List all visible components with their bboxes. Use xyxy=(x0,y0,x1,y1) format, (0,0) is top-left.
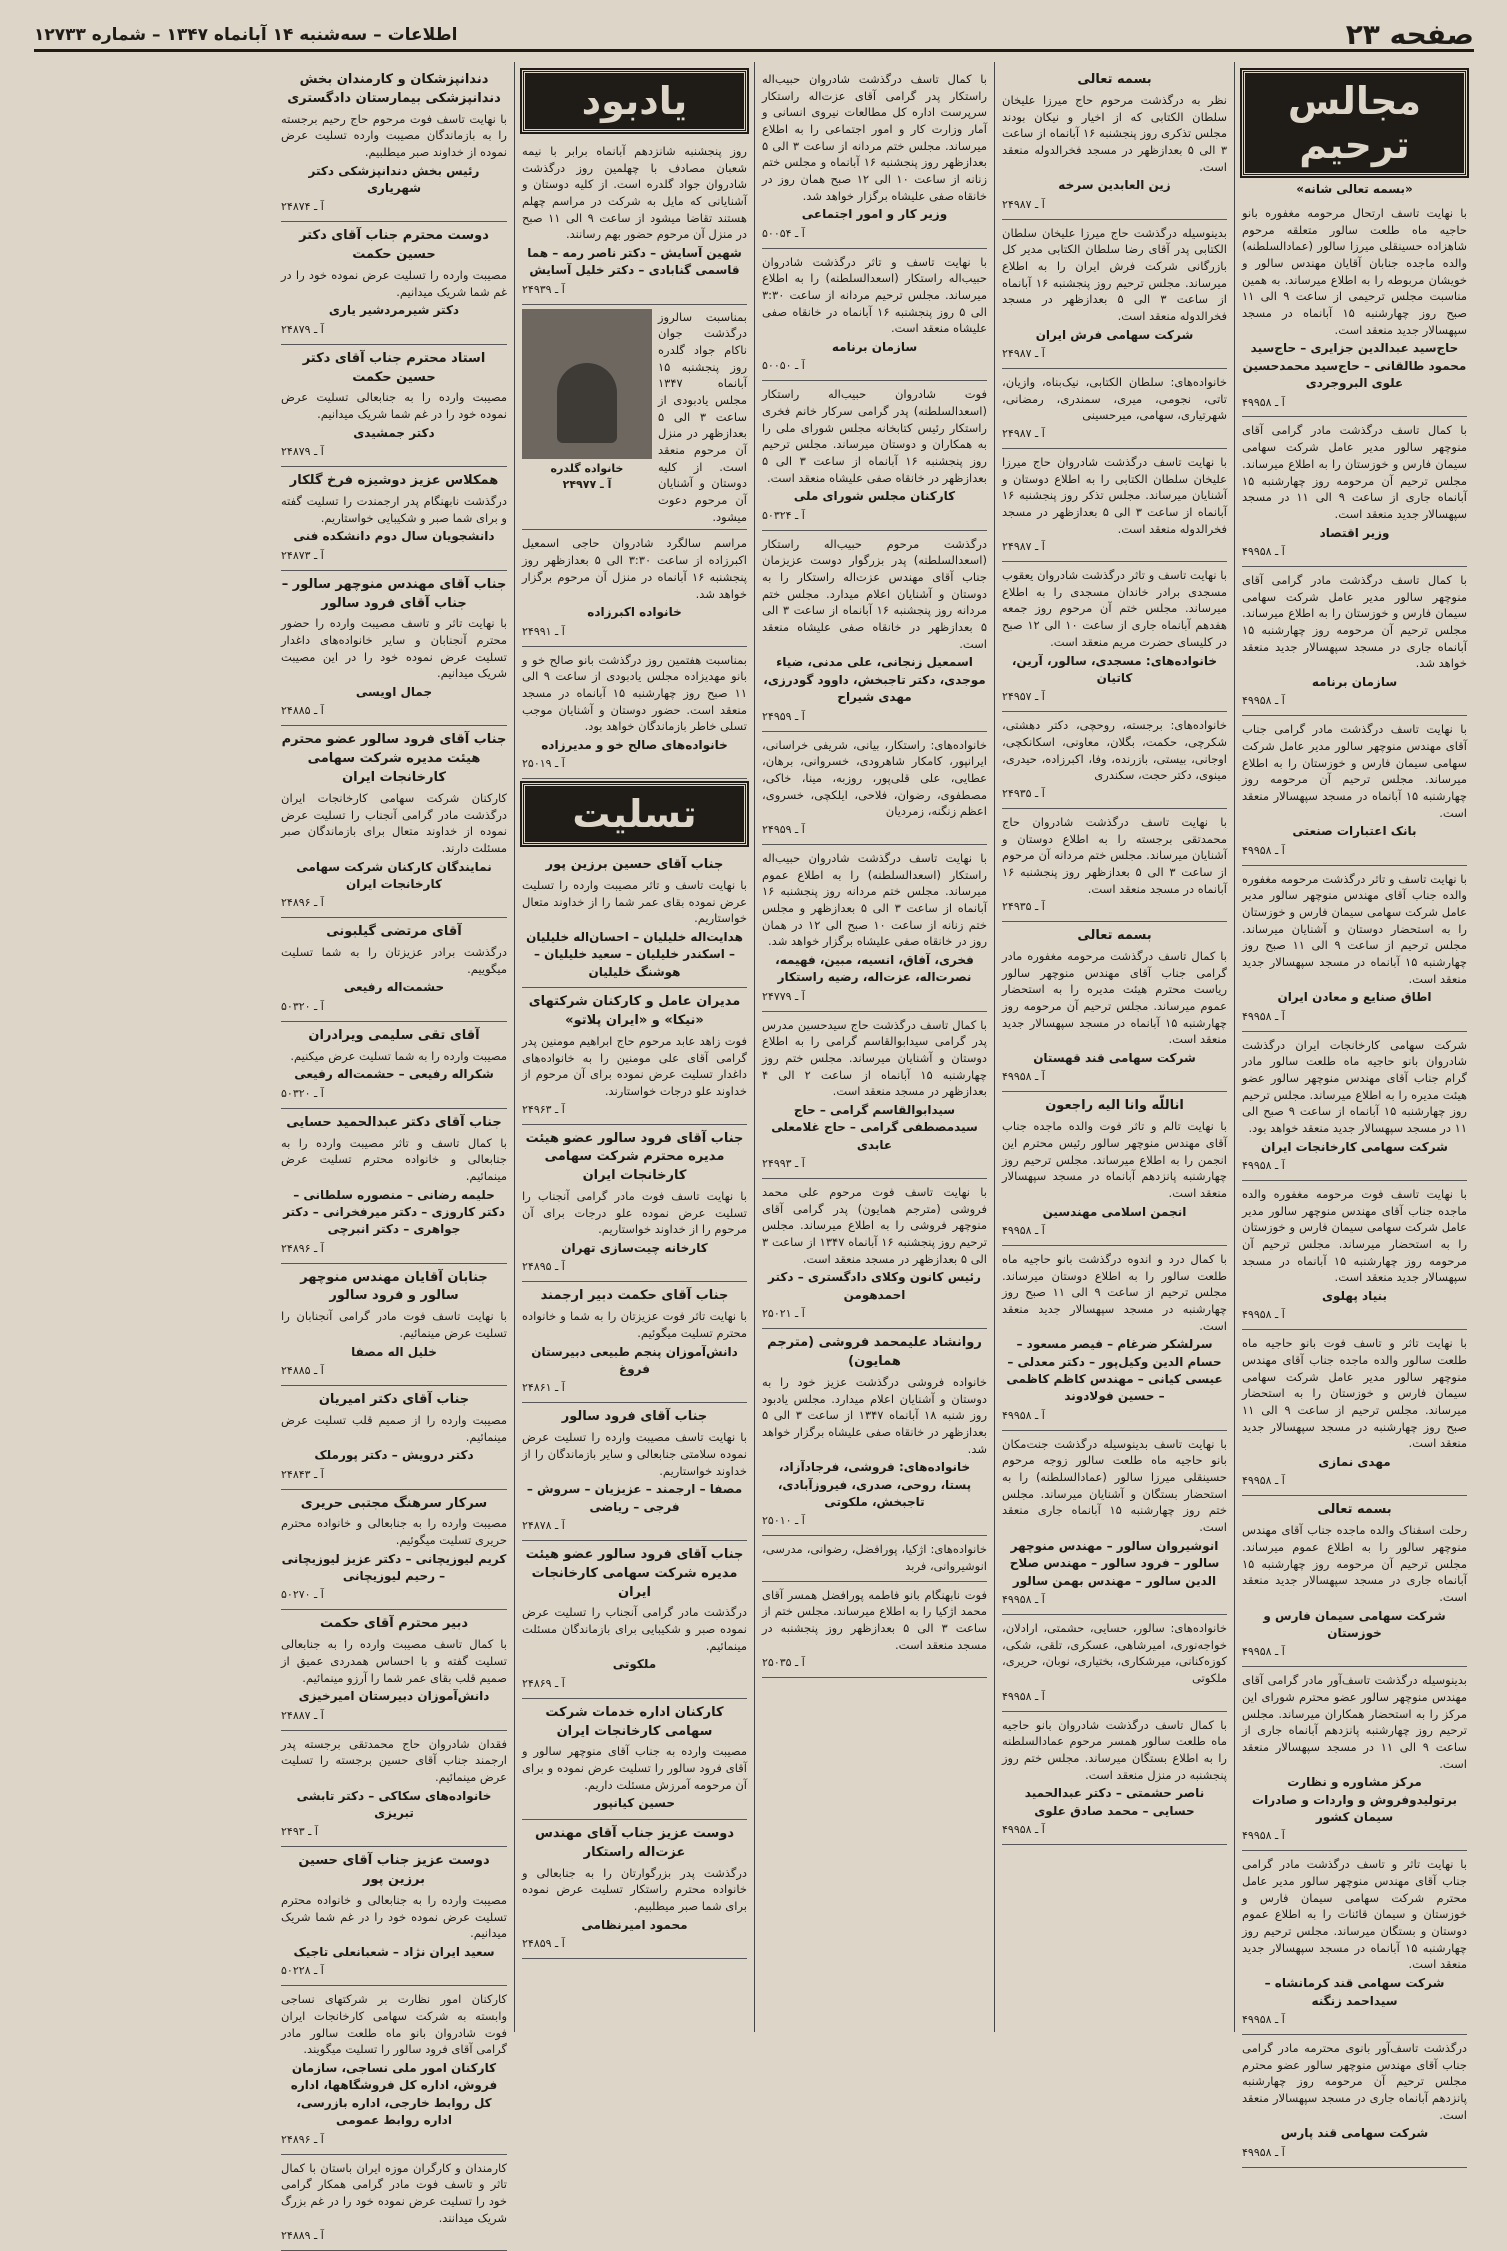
notice-title: آقای تقی سلیمی ویرادران xyxy=(308,1027,480,1043)
notice-body: مصیبت وارده را به جنابعالی تسلیت عرض نموده خود را در غم شما شریک میدانیم. xyxy=(281,390,507,422)
notice-body: فوت شادروان حبیب‌اله راستکار (اسعدالسلطنه) پدر گرامی سرکار خانم فخری راستکار رئیس کتابخانه مجلس شورای ملی را به همکاران و دوستان میرساند. مجلس ترحیم روز پنجشنبه ۱۶ آبانماه از ساعت ۳ الی ۵ بعدازظهر در خانقاه صفی علیشاه منعقد است. xyxy=(762,387,987,485)
notice xyxy=(1242,716,1467,865)
notice-signature: خانواده اکبرزاده xyxy=(587,605,682,620)
notice xyxy=(1002,1712,1227,1845)
ads-list xyxy=(522,530,747,779)
notice-code: آ ـ ۴۹۹۵۸ xyxy=(1242,1645,1285,1659)
notice-body: بمناسبت هفتمین روز درگذشت بانو صالح خو و بانو مهدیزاده مجلس یادبودی از ساعت ۹ الی ۱۱ صبح روز چهارشنبه ۱۵ آبانماه در مسجد منعقد است. حضور دوستان و آشنایان موجب تسلی خاطر بازماندگان خواهد بود. xyxy=(522,652,747,734)
column-3 xyxy=(754,62,994,2032)
ads-list xyxy=(762,66,987,1678)
notice-signature: وزیر کار و امور اجتماعی xyxy=(801,207,948,222)
notice-signature: نمایندگان کارکنان شرکت سهامی کارخانجات ایران xyxy=(296,859,492,891)
photo-caption: خانواده گلدره xyxy=(550,461,624,475)
notice-signature: سرلشکر ضرغام – فیصر مسعود – حسام الدین وکیل‌پور – دکتر معدلی – عیسی کیانی – مهندس کاظم کاظمی – حسین فولادوند xyxy=(1006,1337,1223,1404)
notice-code: آ ـ ۲۴۸۷۴ xyxy=(281,200,324,214)
notice xyxy=(1002,369,1227,449)
notice xyxy=(281,222,507,344)
notice-body: مصیبت وارده را تسلیت عرض نموده خود را در غم شما شریک میدانیم. xyxy=(281,268,507,299)
notice-signature: حاج‌سید عبدالدین جزایری – حاج‌سید محمود طالقانی – حاج‌سید محمدحسین علوی البروجردی xyxy=(1242,341,1467,391)
notice-code: آ ـ ۴۹۹۵۸ xyxy=(1242,395,1285,409)
notice xyxy=(1242,567,1467,716)
notice-signature: شرکت سهامی قند پارس xyxy=(1280,2126,1429,2141)
notice-code: آ ـ ۴۹۹۵۸ xyxy=(1242,1308,1285,1322)
notice-body: رحلت اسفناک والده ماجده جناب آقای مهندس منوچهر سالور را به اطلاع عموم میرساند. مجلس ترحیم آن مرحومه روز چهارشنبه ۱۵ آبانماه جاری در مسجد سپهسالار جدید منعقد است. xyxy=(1242,1523,1467,1604)
notice-body: فقدان شادروان حاج محمدتقی برجسته پدر ارجمند جناب آقای حسین برجسته را تسلیت عرض مینمائیم. xyxy=(281,1736,507,1784)
notice-signature: شکراله رفیعی – حشمت‌اله رفیعی xyxy=(294,1067,494,1082)
notice xyxy=(281,1986,507,2154)
notice-body: با نهایت تاسف فوت مادر گرامی آنجناب را تسلیت عرض نموده علو درجات برای آن مرحوم را از خداوند خواستاریم. xyxy=(522,1189,747,1237)
notice-signature: دانشجویان سال دوم دانشکده فنی xyxy=(293,529,495,544)
notice-title: دوست عزیز جناب آقای مهندس عزت‌اله راستکار xyxy=(534,1825,735,1860)
notice-signature: کارکنان مجلس شورای ملی xyxy=(793,489,956,504)
notice xyxy=(762,249,987,382)
notice-code: آ ـ ۲۴۹۵۹ xyxy=(762,822,805,836)
notice xyxy=(1242,1330,1467,1496)
notice xyxy=(762,1329,987,1536)
notice xyxy=(1002,220,1227,369)
notice-signature: سعید ایران نژاد – شعبانعلی تاجیک xyxy=(293,1945,495,1960)
notice-body: با کمال تاسف درگذشت مادر گرامی آقای منوچهر سالور مدیر عامل شرکت سهامی سیمان فارس و خوزستان را به اطلاع میرساند. مجلس ترحیم آن مرحومه روز چهارشنبه ۱۵ آبانماه جاری از ساعت ۹ الی ۱۱ در مسجد سپهسالار جدید منعقد است. xyxy=(1242,423,1467,521)
notice-body: با نهایت تاسف و تاثر درگذشت شادروان یعقوب مسجدی برادر خاندان مسجدی را به اطلاع میرساند. مجلس ختم آن مرحوم روز جمعه هفدهم آبانماه جاری از ساعت ۱۰ الی ۱۲ صبح در کلیسای حضرت مریم منعقد است. xyxy=(1002,568,1227,649)
notice-body: خانواده‌های: برجسته، روحچی، دکتر دهشتی، شکرچی، حکمت، بگلان، معاونی، اسکانکچی، اوجانی، بیستی، بازرنده، وفا، اکبرزاده، حیدری، مینوی، دکتر حجت، سکندری xyxy=(1002,718,1227,783)
notice xyxy=(281,345,507,467)
notice xyxy=(1242,866,1467,1032)
notice xyxy=(281,1109,507,1264)
notice xyxy=(281,1847,507,1986)
notice-code: آ ـ ۴۹۹۵۸ xyxy=(1002,1592,1045,1606)
notice-body: با نهایت تاسف فوت مرحوم علی محمد فروشی (مترجم همایون) پدر گرامی آقای منوچهر فروشی را به اطلاع میرساند. مجلس ترحیم روز پنجشنبه ۱۶ آبانماه ۱۳۴۷ از ساعت ۳ الی ۵ بعدازظهر در مسجد منعقد است. xyxy=(762,1185,987,1266)
notice-signature: انوشیروان سالور – مهندس منوچهر سالور – فرود سالور – مهندس صلاح الدین سالور – مهندس بهمن سالور xyxy=(1009,1538,1220,1588)
notice-title: جنابان آقایان مهندس منوچهر سالور و فرود سالور xyxy=(300,1269,488,1304)
notice-body: با نهایت تاسف درگذشت شادروان حاج میرزا علیخان سلطان الکتابی را به اطلاع دوستان و آشنایان میرساند. مجلس تذکر روز پنجشنبه ۱۶ آبانماه از ساعت ۳ الی ۵ بعدازظهر در مسجد فخرالدوله منعقد است. xyxy=(1002,454,1227,536)
notice xyxy=(762,1582,987,1679)
notice-signature: جمال اویسی xyxy=(355,685,433,700)
notice xyxy=(522,1541,747,1699)
notice-code: آ ـ ۲۴۸۵۹ xyxy=(522,1936,565,1950)
notice-body: با نهایت تاثر و تاسف فوت بانو حاجیه ماه طلعت سالور والده ماجده جناب آقای مهندس منوچهر سالور مدیر عامل شرکت سهامی سیمان فارس و خوزستان را به استحضار میرساند. مجلس ترحیم از ساعت ۹ الی ۱۱ صبح روز چهارشنبه در مسجد سپهسالار جدید منعقد است. xyxy=(1242,1336,1467,1451)
portrait-photo xyxy=(522,309,652,459)
notice-body: شرکت سهامی کارخانجات ایران درگذشت شادروان بانو حاجیه ماه طلعت سالور مادر گرام جناب آقای مهندس منوچهر سالور عضو هیئت مدیره را به اطلاع میرساند. مجلس ترحیم روز چهارشنبه ۱۵ آبانماه از ساعت ۹ صبح الی ۱۱ در مسجد سپهسالار جدید منعقد خواهد بود. xyxy=(1242,1037,1467,1135)
notice xyxy=(1242,2035,1467,2168)
notice-code: آ ـ ۲۴۸۷۹ xyxy=(281,322,324,336)
notice xyxy=(1002,449,1227,562)
notice-body: با نهایت تاسف فوت مرحوم حاج رحیم برجسته را به بازماندگان مصیبت وارده تسلیت عرض نموده از خداوند صبر میطلبیم. xyxy=(281,111,507,160)
notice-signature: دکتر جمشیدی xyxy=(353,425,435,440)
ads-list xyxy=(522,851,747,1959)
notice-body: با کمال تاسف و تاثر مصیبت وارده را به جنابعالی و خانواده محترم تسلیت عرض مینمائیم. xyxy=(281,1135,507,1183)
notice-body: خانواده‌های: سلطان الکتابی، نیک‌بناه، وازیان، تاتی، نجومی، میری، سمندری، رمضانی، شهرتیاری، سهامی، میرحسینی xyxy=(1002,374,1227,423)
notice-code: آ ـ ۴۹۹۵۸ xyxy=(1242,1159,1285,1173)
notice-body: بدینوسیله درگذشت حاج میرزا علیخان سلطان الکتابی پدر آقای رضا سلطان الکتابی مدیر کل بازرگانی شرکت فرش ایران را به اطلاع میرساند. مجلس ترحیم روز پنجشنبه ۱۶ آبانماه از ساعت ۳ الی ۵ بعدازظهر در مسجد فخرالدوله منعقد است. xyxy=(1002,225,1227,323)
notice-body: کارکنان امور نظارت بر شرکتهای نساجی وابسته به شرکت سهامی کارخانجات ایران فوت شادروان بانو ماه طلعت سالور مادر گرامی آقای فرود سالور را تسلیت میگویند. xyxy=(281,1992,507,2057)
notice-body: با نهایت تاسف درگذشت شادروان حبیب‌اله راستکار (اسعدالسلطنه) را به اطلاع عموم میرساند. مجلس ختم مردانه روز پنجشنبه ۱۶ آبانماه از ساعت ۳ الی ۵ بعدازظهر و مجلس ختم زنانه از ساعت ۱۰ صبح الی ۱۲ در همان روز در خانقاه صفی علیشاه برگزار خواهد شد. xyxy=(762,850,987,949)
notice-signature: بنیاد پهلوی xyxy=(1322,1288,1387,1303)
notice-signature: سیدابوالقاسم گرامی – حاج سیدمصطفی گرامی – حاج غلامعلی عابدی xyxy=(771,1102,978,1152)
notice-code: آ ـ ۲۴۸۷۸ xyxy=(522,1518,565,1532)
notice-code: آ ـ ۲۴۸۷۹ xyxy=(281,445,324,459)
notice-body: مصیبت وارده به جناب آقای منوچهر سالور و آقای فرود سالور را تسلیت عرض نموده و برای آن مرحومه آمرزش مسئلت داریم. xyxy=(522,1744,747,1792)
notice-code: آ ـ ۵۰۳۲۰ xyxy=(281,1086,324,1100)
column-2 xyxy=(994,62,1234,2032)
notice-code: آ ـ ۲۴۹۳۵ xyxy=(1002,900,1045,914)
notice-signature: مرکز مشاوره و نظارت برتولیدوفروش و واردات و صادرات سیمان کشور xyxy=(1252,1775,1457,1825)
notice-signature: دکتر درویش – دکتر پورملک xyxy=(314,1448,474,1463)
column-1 xyxy=(1234,62,1474,2159)
notice-body: درگذشت برادر عزیزتان را به شما تسلیت میگوییم. xyxy=(281,945,507,976)
notice-signature: بانک اعتبارات صنعتی xyxy=(1292,824,1417,839)
notice xyxy=(1002,1092,1227,1246)
columns xyxy=(34,62,1474,2243)
notice-signature: شرکت سهامی فرش ایران xyxy=(1035,327,1194,342)
notice xyxy=(1002,712,1227,809)
notice-signature: کارکنان امور ملی نساجی، سازمان فروش، اداره کل فروشگاهها، اداره کل روابط خارجی، اداره بازرسی، اداره روابط عمومی xyxy=(290,2061,498,2128)
notice-body: درگذشت مرحوم حبیب‌اله راستکار (اسعدالسلطنه) پدر بزرگوار دوست عزیزمان جناب آقای مهندس عزت‌اله راستکار را به دوستان و آشنایان اعلام میدارد. مجلس ختم مردانه روز پنجشنبه ۱۶ آبانماه از ساعت ۳ الی ۵ بعدازظهر در خانقاه صفی علیشاه منعقد است. xyxy=(762,536,987,651)
notice xyxy=(522,138,747,305)
notice-code: آ ـ ۲۴۹۳۵ xyxy=(1002,786,1045,800)
notice-code: آ ـ ۲۴۹۶۳ xyxy=(522,1102,565,1116)
notice-title: دوست محترم جناب آقای دکتر حسین حکمت xyxy=(299,228,489,263)
notice-title: جناب آقای فرود سالور عضو هیئت مدیره محترم شرکت سهامی کارخانجات ایران xyxy=(525,1130,744,1184)
notice-body: با کمال درد و اندوه درگذشت بانو حاجیه ماه طلعت سالور را به اطلاع دوستان میرساند. مجلس ترحیم از ساعت ۹ الی ۱۱ صبح روز چهارشنبه در مسجد سپهسالار جدید منعقد است. xyxy=(1002,1251,1227,1333)
notice-signature: ناصر حشمتی – دکتر عبدالحمید حسایی – محمد صادق علوی xyxy=(1024,1786,1205,1818)
notice-title: جناب آقای حکمت دبیر ارجمند xyxy=(540,1288,729,1304)
notice-signature: انجمن اسلامی مهندسین xyxy=(1042,1204,1187,1219)
notice xyxy=(522,1403,747,1541)
notice-body: با نهایت تاسف فوت مرحومه مغفوره والده ماجده جناب آقای مهندس منوچهر سالور مدیر عامل شرکت سهامی سیمان فارس و خوزستان را به استحضار میرساند. مجلس ترحیم آن مرحومه روز چهارشنبه ۱۵ آبانماه در مسجد سپهسالار جدید منعقد است. xyxy=(1242,1186,1467,1285)
notice-code: آ ـ ۲۴۹۸۷ xyxy=(1002,197,1045,211)
ads-list xyxy=(1002,66,1227,1845)
notice-code: آ ـ ۲۴۹۹۱ xyxy=(522,624,565,638)
page-header xyxy=(34,20,1474,52)
notice-signature: اسمعیل زنجانی، علی مدنی، ضیاء موجدی، دکتر تاجبخش، داوود گودرزی، مهدی شیراح xyxy=(763,655,986,705)
notice-code: آ ـ ۵۰۲۷۰ xyxy=(281,1588,324,1602)
notice-signature: خانواده‌های: مسجدی، سالور، آرین، کاتیان xyxy=(1011,653,1218,685)
notice-signature: رئیس کانون وکلای دادگستری – دکتر احمدهومن xyxy=(768,1270,981,1302)
notice-code: آ ـ ۴۹۹۵۸ xyxy=(1242,1009,1285,1023)
notice-signature: فخری، آفاق، انسیه، مبین، فهیمه، نصرت‌اله، عزت‌اله، رضیه راستکار xyxy=(775,952,974,985)
notice-signature: شهین آسایش – دکتر ناصر رمه – هما قاسمی گنابادی – دکتر خلیل آسایش xyxy=(527,246,742,278)
notice-code: آ ـ ۲۴۸۹۶ xyxy=(281,2132,324,2146)
notice-code: آ ـ ۲۴۹۵۷ xyxy=(1002,690,1045,704)
notice xyxy=(1002,562,1227,712)
notice-signature: وزیر اقتصاد xyxy=(1319,525,1390,540)
notice-code: آ ـ ۲۴۸۶۹ xyxy=(522,1676,565,1690)
notice-signature: حلیمه رضانی – منصوره سلطانی – دکتر کاروزی – دکتر میرفخرانی – دکتر جواهری – دکتر انبرچی xyxy=(283,1187,505,1237)
notice-body: با نهایت تاسف و تاثر درگذشت مرحومه مغفوره والده جناب آقای مهندس منوچهر سالور مدیر عامل شرکت سهامی سیمان فارس و خوزستان را به استحضار دوستان و آشنایان میرساند. مجلس ترحیم از ساعت ۹ الی ۱۱ صبح روز چهارشنبه ۱۵ آبانماه در مسجد سپهسالار جدید منعقد است. xyxy=(1242,871,1467,986)
notice-code: آ ـ ۲۴۹۹۳ xyxy=(762,1157,805,1171)
notice-body: خانواده‌های: اژکیا، پورافضل، رضوانی، مدرسی، انوشیروانی، فربد xyxy=(762,1542,987,1573)
notice-title: جناب آقای دکتر امیریان xyxy=(318,1391,470,1407)
column-4 xyxy=(514,62,754,2032)
notice-code: آ ـ ۲۴۸۶۱ xyxy=(522,1381,565,1395)
notice-body: با نهایت تاسف مصیبت وارده را تسلیت عرض نموده سلامتی جنابعالی و سایر بازماندگان را از خداوند خواستاریم. xyxy=(522,1430,747,1478)
notice-signature: دکتر شیرمردشیر یاری xyxy=(328,303,460,318)
notice-signature: مصفا – ارجمند – عزیزیان – سروش – فرجی – ریاضی xyxy=(526,1482,743,1514)
notice-code: آ ـ ۴۹۹۵۸ xyxy=(1242,544,1285,558)
notice-title: سرکار سرهنگ مجتبی حریری xyxy=(300,1495,488,1511)
notice-signature: خانواده‌های سکاکی – دکتر تابشی تبریزی xyxy=(296,1788,492,1820)
notice-body: با نهایت تاسف درگذشت شادروان حاج محمدتقی برجسته را به اطلاع دوستان و آشنایان میرساند. مجلس ختم مردانه آن مرحوم از ساعت ۳ الی ۵ بعدازظهر روز پنجشنبه ۱۶ آبانماه در مسجد منعقد است. xyxy=(1002,814,1227,896)
notice xyxy=(281,2155,507,2251)
notice-code: آ ـ ۴۹۹۵۸ xyxy=(1002,1822,1045,1836)
notice xyxy=(281,571,507,727)
notice xyxy=(281,467,507,571)
notice xyxy=(1002,1246,1227,1431)
notice-signature: دانش‌آموزان پنجم طبیعی دبیرستان فروغ xyxy=(531,1344,738,1376)
notice-signature: مهدی نمازی xyxy=(1318,1455,1391,1470)
notice xyxy=(1242,1032,1467,1181)
notice xyxy=(522,851,747,988)
notice xyxy=(281,1731,507,1848)
notice xyxy=(762,1179,987,1329)
notice xyxy=(281,1610,507,1730)
notice xyxy=(522,1282,747,1403)
notice xyxy=(1002,1431,1227,1615)
notice xyxy=(522,1820,747,1959)
notice-code: آ ـ ۴۹۹۵۸ xyxy=(1242,843,1285,857)
notice-body: با کمال تاسف درگذشت حاج سیدحسین مدرس پدر گرامی سیدابوالقاسم گرامی را به اطلاع دوستان و آشنایان میرساند. مجلس ختم روز چهارشنبه ۱۵ آبانماه از ساعت ۲ الی ۴ بعدازظهر در مسجد منعقد است. xyxy=(762,1017,987,1099)
notice xyxy=(281,726,507,918)
photo-code: آ ـ ۲۴۹۷۷ xyxy=(562,477,612,491)
notice-body: با نهایت تاسف و تاثر مصیبت وارده را تسلیت عرض نموده بقای عمر شما را از خداوند متعال خواستاریم. xyxy=(522,878,747,926)
column-5 xyxy=(274,62,514,2243)
notice-title: دبیر محترم آقای حکمت xyxy=(319,1616,469,1632)
notice-code: آ ـ ۴۹۹۵۸ xyxy=(1002,1689,1045,1703)
notice xyxy=(281,1386,507,1490)
notice-body: مراسم سالگرد شادروان حاجی اسمعیل اکبرزاده از ساعت ۳:۳۰ الی ۵ بعدازظهر روز پنجشنبه ۱۶ آبانماه در منزل آن مرحوم برگزار خواهد شد. xyxy=(522,536,747,601)
notice-code: آ ـ ۲۵۰۲۱ xyxy=(762,1307,805,1321)
notice-body: مصیبت وارده را به جنابعالی و خانواده محترم حریری تسلیت میگوئیم. xyxy=(281,1516,507,1548)
notice-title: همکلاس عزیز دوشیزه فرخ گلکار xyxy=(289,473,499,489)
notice-body: با نهایت تاسف و تاثر درگذشت شادروان حبیب‌اله راستکار (اسعدالسلطنه) را به اطلاع میرساند. مجلس ترحیم مردانه از ساعت ۳:۳۰ الی ۵ روز پنجشنبه ۱۶ آبانماه در خانقاه صفی علیشاه منعقد است. xyxy=(762,254,987,336)
notice-code: آ ـ ۴۹۹۵۸ xyxy=(1002,1070,1045,1084)
notice-signature: شرکت سهامی کارخانجات ایران xyxy=(1261,1139,1448,1154)
notice-title: جناب آقای دکتر عبدالحمید حسایی xyxy=(286,1114,502,1130)
notice-body: کارکنان شرکت سهامی کارخانجات ایران درگذشت مادر گرامی آنجناب را تسلیت عرض نموده از خداوند متعال برای بازماندگان صبر مسئلت دارند. xyxy=(281,790,507,855)
notice xyxy=(1242,200,1467,417)
notice-title: مدیران عامل و کارکنان شرکتهای «نیکا» و «ایران پلاتو» xyxy=(528,994,741,1029)
notice-title: جناب آقای حسین برزین پور xyxy=(545,857,724,873)
notice xyxy=(762,66,987,249)
notice-body: با نهایت تاسف بدینوسیله درگذشت جنت‌مکان بانو حاجیه ماه طلعت سالور زوجه مرحوم حسینقلی میرزا سالور (عمادالسلطنه) را به استحضار بستگان و آشنایان میرساند. مجلس ختم روز چهارشنبه ۱۵ آبانماه جاری منعقد است. xyxy=(1002,1436,1227,1535)
ads-list xyxy=(522,138,747,305)
notice-code: آ ـ ۴۹۹۵۸ xyxy=(1242,2012,1285,2026)
notice-code: آ ـ ۲۴۸۷۳ xyxy=(281,548,324,562)
notice-body: بدینوسیله درگذشت تاسف‌آور مادر گرامی آقای مهندس منوچهر سالور عضو محترم شورای این مرکز را به استحضار همکاران میرساند. مجلس ترحیم روز چهارشنبه پانزدهم آبانماه جاری از ساعت ۹ الی ۱۱ در مسجد سپهسالار منعقد است. xyxy=(1242,1673,1467,1771)
notice-body: با کمال تاسف درگذشت مادر گرامی آقای منوچهر سالور مدیر عامل شرکت سهامی سیمان فارس و خوزستان را به اطلاع میرساند. مجلس ترحیم آن مرحومه روز چهارشنبه ۱۵ آبانماه جاری در مسجد سپهسالار جدید منعقد خواهد شد. xyxy=(1242,572,1467,671)
notice-signature: ملکوتی xyxy=(612,1657,657,1672)
notice-body: خانواده‌های: سالور، حسایی، حشمتی، ارادلان، خواجه‌نوری، امیرشاهی، عسکری، تلقی، شکی، کوزه‌کنانی، میرشکاری، بختیاری، نوبان، حریری، ملکوتی xyxy=(1002,1620,1227,1685)
notice-code: آ ـ ۵۰۲۲۸ xyxy=(281,1964,324,1978)
ads-list xyxy=(1242,200,1467,2168)
notice-code: آ ـ ۴۹۹۵۸ xyxy=(1242,694,1285,708)
photo-notice xyxy=(522,305,747,531)
notice-body: با نهایت تاثر و تاسف درگذشت مادر گرامی جناب آقای مهندس منوچهر سالور مدیر عامل محترم شرکت سهامی سیمان فارس و خوزستان و سیمان قائنات را به اطلاع عموم دوستان و بستگان میرساند. مجلس ترحیم روز چهارشنبه ۱۵ آبانماه در مسجد سپهسالار جدید منعقد است. xyxy=(1242,1857,1467,1972)
notice-signature: اطاق صنایع و معادن ایران xyxy=(1277,990,1432,1005)
notice-code: آ ـ ۲۵۰۳۵ xyxy=(762,1656,805,1670)
notice-signature: کریم لیوزیچانی – دکتر عزیز لیوزیچانی – رحیم لیوزیچانی xyxy=(281,1551,507,1584)
notice-signature: زین العابدین سرخه xyxy=(1058,178,1171,193)
notice-code: آ ـ ۲۴۸۹۶ xyxy=(281,896,324,910)
notice xyxy=(762,845,987,1012)
notice-code: آ ـ ۲۴۸۸۷ xyxy=(281,1708,324,1722)
notice-title: جناب آقای فرود سالور عضو محترم هیئت مدیره شرکت سهامی کارخانجات ایران xyxy=(281,732,507,786)
notice-code: آ ـ ۲۴۷۷۹ xyxy=(762,989,805,1003)
notice-body: خانواده‌های: راستکار، بیانی، شریفی خراسانی، ایرانپور، کامکار شاهرودی، خسروانی، برهان، عطایی، علی قلی‌پور، روزبه، مینا، خاکی، مصطفوی، رضوان، فلاحی، ایلکچی، خسروی، اعظم زنگنه، زمردیان xyxy=(762,737,987,819)
notice-code: آ ـ ۲۴۹۸۷ xyxy=(1002,540,1045,554)
notice xyxy=(281,918,507,1022)
notice-body: فوت زاهد عابد مرحوم حاج ابراهیم مومنین پدر گرامی آقای علی مومنین را به خانواده‌های داغدار تسلیت عرض نموده برای آن مرحوم از خداوند علو درجات خواستارند. xyxy=(522,1033,747,1098)
notice-code: آ ـ ۵۰۰۵۴ xyxy=(762,226,805,240)
notice-signature: محمود امیرنظامی xyxy=(581,1917,688,1932)
notice-signature: خلیل اله مصفا xyxy=(351,1344,437,1359)
notice-body: با نهایت تاسف فوت مادر گرامی آنجنابان را تسلیت عرض مینمائیم. xyxy=(281,1309,507,1340)
notice xyxy=(1242,1181,1467,1330)
notice-body: با نهایت تاسف درگذشت مادر گرامی جناب آقای مهندس منوچهر سالور مدیر عامل شرکت سهامی سیمان فارس و خوزستان را به اطلاع میرساند. مجلس ترحیم آن مرحومه روز چهارشنبه ۱۵ آبانماه در مسجد سپهسالار منعقد است. xyxy=(1242,722,1467,820)
notice xyxy=(1242,1496,1467,1667)
notice-title: کارکنان اداره خدمات شرکت سهامی کارخانجات ایران xyxy=(545,1704,724,1739)
notice-code: آ ـ ۲۴۹۳ xyxy=(281,1825,318,1839)
page-number: صفحه ۲۳ xyxy=(1345,18,1474,51)
notice-code: آ ـ ۲۵۰۱۰ xyxy=(762,1514,805,1528)
notice xyxy=(522,530,747,646)
notice-code: آ ـ ۴۹۹۵۸ xyxy=(1002,1408,1045,1422)
notice xyxy=(1002,922,1227,1092)
notice-title: جناب آقای مهندس منوچهر سالور – جناب آقای فرود سالور xyxy=(281,576,507,611)
ads-list xyxy=(281,66,507,2251)
notice-body: با کمال تاسف درگذشت شادروان بانو حاجیه ماه طلعت سالور همسر مرحوم عمادالسلطنه را به اطلاع بستگان میرساند. مجلس ختم روز پنجشنبه در منزل منعقد است. xyxy=(1002,1717,1227,1782)
notice-signature: خانواده‌های صالح خو و مدیرزاده xyxy=(541,737,728,752)
notice-title: بسمه تعالی xyxy=(1077,928,1152,944)
notice-body: درگذشت تاسف‌آور بانوی محترمه مادر گرامی جناب آقای مهندس منوچهر سالور عضو محترم مجلس ترحیم آن مرحومه روز چهارشنبه پانزدهم آبانماه جاری در مسجد سپهسالار منعقد است. xyxy=(1242,2040,1467,2122)
notice xyxy=(1002,66,1227,220)
issue-info: اطلاعات – سه‌شنبه ۱۴ آبانماه ۱۳۴۷ – شماره ۱۲۷۳۳ xyxy=(34,24,458,45)
notice-signature: شرکت سهامی قند کرمانشاه – سیداحمد زنگنه xyxy=(1264,1976,1445,2008)
notice-title: آقای مرتضی گیلبونی xyxy=(326,924,462,940)
notice-code: آ ـ ۲۴۹۳۹ xyxy=(522,282,565,296)
notice-code: آ ـ ۲۴۸۴۳ xyxy=(281,1467,324,1481)
notice-title: روانشاد علیمحمد فروشی (مترجم همایون) xyxy=(767,1335,982,1369)
notice xyxy=(1242,1667,1467,1851)
notice-code: آ ـ ۴۹۹۵۸ xyxy=(1242,2145,1285,2159)
notice-body: مصیبت وارده را به شما تسلیت عرض میکنیم. xyxy=(290,1048,507,1063)
notice-body: با کمال تاسف مصیبت وارده را به جنابعالی تسلیت گفته و با احساس همدردی عمیق از صمیم قلب بقای عمر شما را آرزو مینمائیم. xyxy=(281,1637,507,1685)
notice-signature: شرکت سهامی قند قهستان xyxy=(1033,1051,1196,1066)
notice-code: آ ـ ۲۴۸۹۵ xyxy=(522,1260,565,1274)
notice-body: مصیبت وارده را به جنابعالی و خانواده محترم تسلیت عرض نموده خود را در غم شما شریک میدانیم. xyxy=(281,1893,507,1941)
section-title-remembrance: یادبود xyxy=(522,70,747,132)
notice-body: با نهایت تالم و تاثر فوت والده ماجده جناب آقای مهندس منوچهر سالور رئیس محترم این انجمن را به اطلاع میرساند. مجلس ترحیم روز چهارشنبه پانزدهم آبانماه در مسجد سپهسالار منعقد است. xyxy=(1002,1119,1227,1200)
notice-body: درگذشت مادر گرامی آنجناب را تسلیت عرض نموده صبر و شکیبایی برای بازماندگان مسئلت مینمائیم. xyxy=(522,1605,747,1653)
notice-body: درگذشت نابهنگام پدر ارجمندت را تسلیت گفته و برای شما صبر و شکیبایی خواستاریم. xyxy=(281,493,507,525)
notice-body: درگذشت پدر بزرگوارتان را به جنابعالی و خانواده محترم راستکار تسلیت عرض نموده برای شما صبر میطلبیم. xyxy=(522,1865,747,1913)
notice-code: آ ـ ۲۴۸۸۹ xyxy=(281,2229,324,2243)
notice xyxy=(762,531,987,732)
notice xyxy=(1002,809,1227,922)
notice-signature: شرکت سهامی سیمان فارس و خوزستان xyxy=(1263,1608,1446,1640)
notice-signature: سازمان برنامه xyxy=(831,340,918,355)
notice-signature: خانواده‌های: فروشی، فرجادآزاد، پستا، روحی، صدری، فیروزآبادی، تاجبخش، ملکوتی xyxy=(777,1460,972,1509)
notice-signature: کارخانه چیت‌سازی تهران xyxy=(561,1241,708,1256)
notice-body: خانواده فروشی درگذشت عزیز خود را به دوستان و آشنایان اعلام میدارد. مجلس یادبود روز شنبه ۱۸ آبانماه ۱۳۴۷ از ساعت ۳ الی ۵ بعدازظهر در خانقاه صفی علیشاه برگزار خواهد شد. xyxy=(762,1374,988,1456)
notice-signature: هدایت‌اله خلیلیان – احسان‌اله خلیلیان – اسکندر خلیلیان – سعید خلیلیان – هوشنگ خلیلیان xyxy=(526,930,743,979)
notice-body: با کمال تاسف درگذشت مرحومه مغفوره مادر گرامی جناب آقای مهندس منوچهر سالور ریاست محترم هیئت مدیره را به استحضار عموم میرساند. مجلس ترحیم آن مرحومه روز چهارشنبه ۱۵ آبانماه در مسجد سپهسالار جدید منعقد است. xyxy=(1002,948,1227,1047)
notice-code: آ ـ ۲۴۹۸۷ xyxy=(1002,426,1045,440)
notice xyxy=(1242,417,1467,566)
notice-code: آ ـ ۴۹۹۵۸ xyxy=(1002,1223,1045,1237)
notice-code: آ ـ ۵۰۰۵۰ xyxy=(762,359,805,373)
notice-title: بسمه تعالی xyxy=(1317,1502,1392,1518)
notice-code: آ ـ ۵۰۳۲۰ xyxy=(281,999,324,1013)
notice-code: آ ـ ۲۴۹۸۷ xyxy=(1002,346,1045,360)
notice-title: استاد محترم جناب آقای دکتر حسین حکمت xyxy=(302,350,486,385)
notice-body: با نهایت تاثر و تاسف مصیبت وارده را حضور محترم آنجنابان و سایر خانواده‌های داغدار تسلیت عرض نموده خود را در این مصیبت شریک میدانیم. xyxy=(281,616,507,681)
notice-code: آ ـ ۲۴۸۸۵ xyxy=(281,704,324,718)
notice xyxy=(762,1536,987,1581)
notice xyxy=(281,66,507,222)
notice xyxy=(1002,1615,1227,1712)
notice-code: آ ـ ۴۹۹۵۸ xyxy=(1242,1474,1285,1488)
notice-signature: رئیس بخش دندانپزشکی دکتر شهریاری xyxy=(308,163,480,196)
notice-body: با نهایت تاسف ارتحال مرحومه مغفوره بانو حاجیه ماه طلعت سالور متعلقه مرحوم شاهزاده حسینقلی میرزا سالور (عمادالسلطنه) والده ماجده جنابان آقایان مهندس سالور و خویشان مربوطه را به اطلاع میرساند. به همین مناسبت مجلس ترحیمی از ساعت ۹ الی ۱۱ صبح روز چهارشنبه ۱۵ آبانماه در مسجد سپهسالار جدید منعقد است. xyxy=(1242,206,1467,337)
notice-body: با نهایت تاثر فوت عزیزتان را به شما و خانواده محترم تسلیت میگوئیم. xyxy=(522,1309,747,1340)
notice-body: فوت نابهنگام بانو فاطمه پورافضل همسر آقای محمد اژکیا را به اطلاع میرساند. مجلس ختم از ساعت ۳ الی ۵ بعدازظهر روز پنجشنبه در مسجد منعقد است. xyxy=(762,1587,987,1652)
section-title-memorial: مجالس ترحیم xyxy=(1242,70,1467,176)
notice-title: دوست عزیز جناب آقای حسین برزین پور xyxy=(298,1853,490,1888)
notice-title: اناللّه وانا الیه راجعون xyxy=(1045,1098,1184,1114)
notice-signature: دانش‌آموزان دبیرستان امیرخیزی xyxy=(298,1689,490,1704)
notice xyxy=(762,732,987,845)
notice-body: مصیبت وارده را از صمیم قلب تسلیت عرض مینمائیم. xyxy=(281,1412,507,1444)
notice-signature: حسین کیانپور xyxy=(594,1796,675,1811)
notice-code: آ ـ ۲۴۸۸۵ xyxy=(281,1364,324,1378)
notice-code: آ ـ ۲۴۹۵۹ xyxy=(762,709,805,723)
notice-code: آ ـ ۲۵۰۱۹ xyxy=(522,757,565,771)
notice xyxy=(281,1264,507,1386)
notice xyxy=(762,381,987,530)
notice-code: آ ـ ۵۰۳۲۴ xyxy=(762,508,805,522)
notice-body: کارمندان و کارگران موزه ایران باستان با کمال تاثر و تاسف فوت مادر گرامی همکار گرامی خود را تسلیت عرض نموده خود را در غم بزرگ شریک میدانند. xyxy=(281,2160,507,2225)
notice-title: جناب آقای فرود سالور xyxy=(561,1409,708,1425)
notice-body: نظر به درگذشت مرحوم حاج میرزا علیخان سلطان الکتابی که از اخیار و نیکان بودند مجلس تذکری روز پنجشنبه ۱۶ آبانماه از ساعت ۳ الی ۵ بعدازظهر در مسجد فخرالدوله منعقد است. xyxy=(1002,92,1227,174)
notice xyxy=(522,988,747,1124)
notice-code: آ ـ ۴۹۹۵۸ xyxy=(1242,1829,1285,1843)
section-subtitle: «بسمه تعالی شانه» xyxy=(1296,182,1413,196)
notice xyxy=(1242,1851,1467,2034)
notice xyxy=(522,1699,747,1820)
notice-title: بسمه تعالی xyxy=(1077,72,1152,87)
notice xyxy=(281,1490,507,1611)
notice xyxy=(522,1125,747,1283)
notice-body: با کمال تاسف درگذشت شادروان حبیب‌اله راستکار پدر گرامی آقای عزت‌اله راستکار سرپرست اداره کل مطالعات نیروی انسانی و آمار وزارت کار و امور اجتماعی را به اطلاع میرساند. مجلس ختم مردانه از ساعت ۳ الی ۵ بعدازظهر روز پنجشنبه ۱۶ آبانماه و مجلس ختم زنانه از ساعت ۱۰ الی ۱۲ صبح همان روز در خانقاه صفی علیشاه برگزار خواهد شد. xyxy=(762,72,987,203)
notice-title: دندانپزشکان و کارمندان بخش دندانپزشکی بیمارستان دادگستری xyxy=(287,72,501,106)
notice-title: جناب آقای فرود سالور عضو هیئت مدیره شرکت سهامی کارخانجات ایران xyxy=(525,1546,744,1600)
notice-code: آ ـ ۲۴۸۹۶ xyxy=(281,1241,324,1255)
notice-body: روز پنجشنبه شانزدهم آبانماه برابر با نیمه شعبان مصادف با چهلمین روز درگذشت شادروان جواد گلدره است. از کلیه دوستان و آشنایانی که مایل به شرکت در مراسم چهلم هستند تقاضا میشود از ساعت ۹ الی ۱۱ صبح در منزل آن مرحوم حضور بهم رسانند. xyxy=(522,144,747,242)
section-title-condolence: تسلیت xyxy=(522,783,747,845)
photo-notice-text: بمناسبت سالروز درگذشت جوان ناکام جواد گلدره روز پنجشنبه ۱۵ آبانماه ۱۳۴۷ مجلس یادبودی از ساعت ۳ الی ۵ بعدازظهر در منزل آن مرحوم منعقد است. از کلیه دوستان و آشنایان آن مرحوم دعوت میشود. xyxy=(658,309,747,524)
notice-signature: حشمت‌اله رفیعی xyxy=(343,980,445,995)
notice xyxy=(281,1022,507,1109)
notice xyxy=(762,1012,987,1179)
notice xyxy=(522,647,747,780)
notice-signature: سازمان برنامه xyxy=(1311,674,1398,689)
